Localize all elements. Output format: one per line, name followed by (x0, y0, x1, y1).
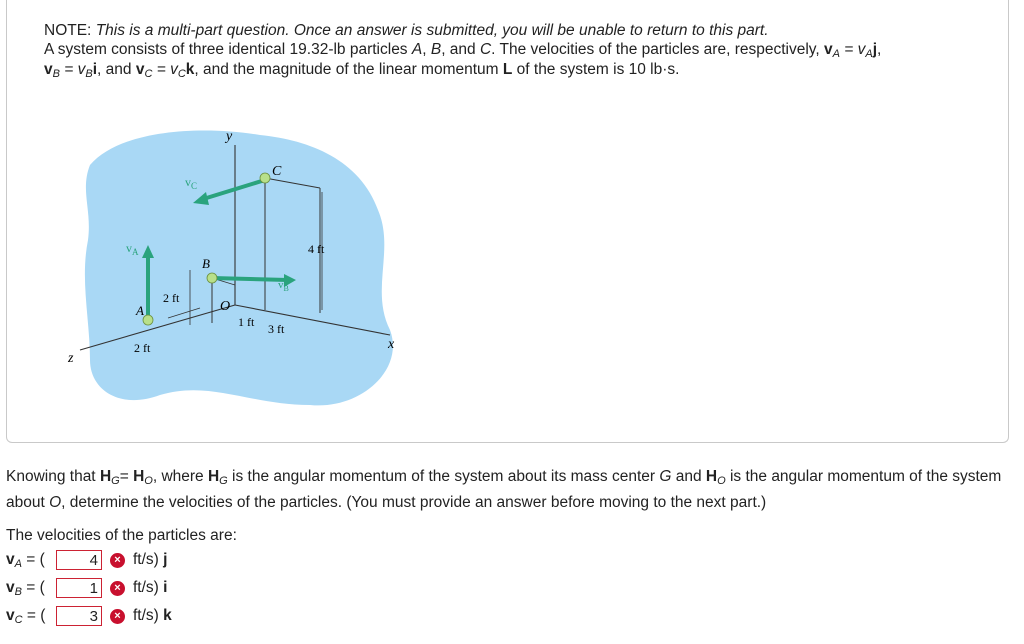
figure-background-blob (85, 130, 393, 405)
answer-row-vc: $v_C$ = ( 3 × ft/s) k (6, 605, 172, 627)
answer-title: The velocities of the particles are: (6, 527, 237, 544)
svg-text:3 ft: 3 ft (268, 322, 285, 336)
vb-input[interactable] (56, 578, 102, 598)
svg-text:2 ft: 2 ft (134, 341, 151, 355)
particle-a (143, 315, 153, 325)
incorrect-icon: × (110, 609, 125, 624)
velocity-b-label: $v_B$ (278, 279, 289, 293)
particle-a-label: A (136, 303, 144, 318)
particle-system-figure (60, 120, 400, 420)
z-axis-label: z (68, 351, 74, 366)
particle-c (260, 173, 270, 183)
x-axis-label: x (388, 337, 395, 352)
particle-b-label: B (202, 256, 210, 271)
incorrect-icon: × (110, 553, 125, 568)
problem-statement-line-1: A system consists of three identical 19.32-lb particles A, B, and C. The velocities of the particles are, respectively, $v_A = v_Aj$, (44, 41, 882, 60)
va-input[interactable] (56, 550, 102, 570)
velocity-b-arrow (212, 278, 288, 280)
y-axis-label: y (226, 129, 233, 144)
note-line (44, 21, 769, 41)
question-text: Knowing that $H_G= H_O$, where $H_G$ is the angular momentum of the system about its mass center G and $H_O$ is the angular momentum of the system about O, determine the velocities of the particles. (You must provide an answer before moving to the next part.) (6, 468, 1002, 511)
velocity-c-label: $v_C$ (185, 175, 198, 191)
particle-b (207, 273, 217, 283)
svg-text:1 ft: 1 ft (238, 315, 255, 329)
svg-text:2 ft: 2 ft (163, 291, 180, 305)
vc-input[interactable] (56, 606, 102, 626)
svg-text:4 ft: 4 ft (308, 242, 325, 256)
note-text: This is a multi-part question. Once an answer is submitted, you will be unable to return to this part. (95, 22, 769, 39)
problem-statement-line-2: $v_B = v_Bi$, and $v_C = v_Ck$, and the magnitude of the linear momentum L of the system is 10 lb·s. (44, 61, 680, 80)
incorrect-icon: × (110, 581, 125, 596)
velocity-a-label: $v_A$ (126, 241, 139, 257)
origin-label: O (220, 299, 231, 314)
note-label: NOTE: (44, 22, 92, 39)
answer-row-vb: $v_B$ = ( 1 × ft/s) i (6, 577, 167, 599)
answer-row-va: $v_A$ = ( 4 × ft/s) j (6, 549, 167, 571)
particle-c-label: C (272, 164, 282, 179)
